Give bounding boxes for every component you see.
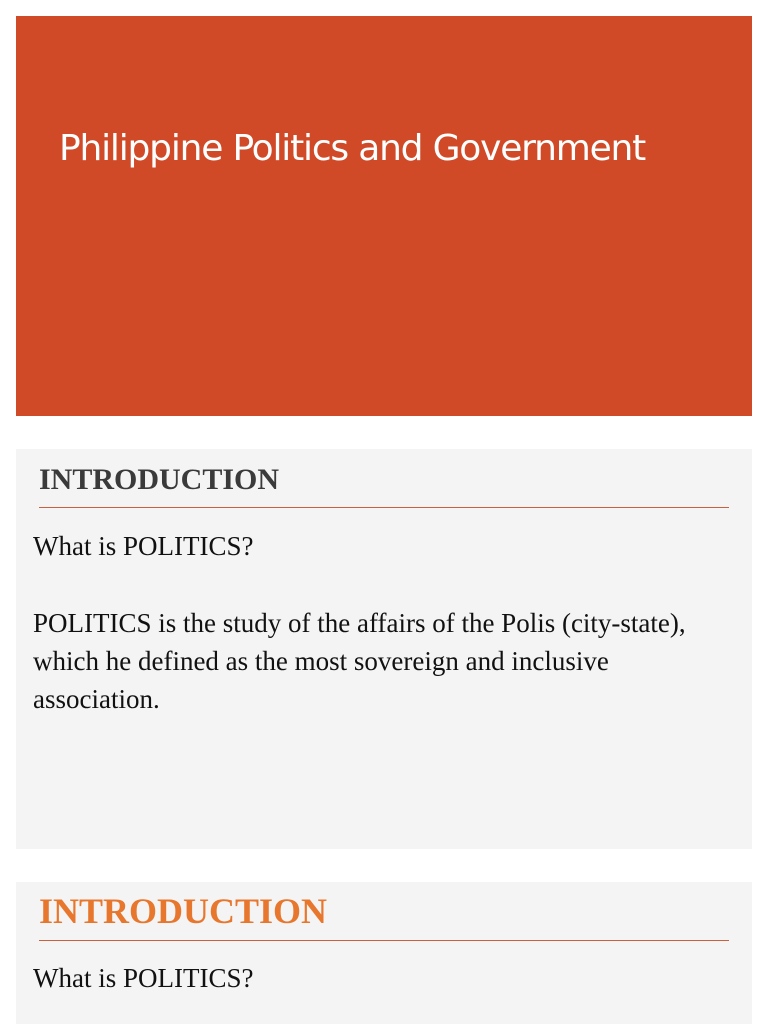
slide-question: What is POLITICS? (33, 531, 254, 561)
heading-divider (39, 507, 729, 508)
title-slide (16, 16, 752, 416)
slide-question: What is POLITICS? (33, 963, 254, 993)
introduction-slide-partial (16, 882, 752, 1024)
heading-divider (39, 940, 729, 941)
politics-definition: POLITICS is the study of the affairs of the Polis (city-state), which he defined as the most sovereign and inclusive association. (33, 608, 686, 714)
introduction-slide (16, 449, 752, 849)
slide-title: Philippine Politics and Government (59, 128, 646, 169)
slide-heading: INTRODUCTION (39, 463, 280, 496)
slide-heading-accent: INTRODUCTION (39, 891, 328, 931)
